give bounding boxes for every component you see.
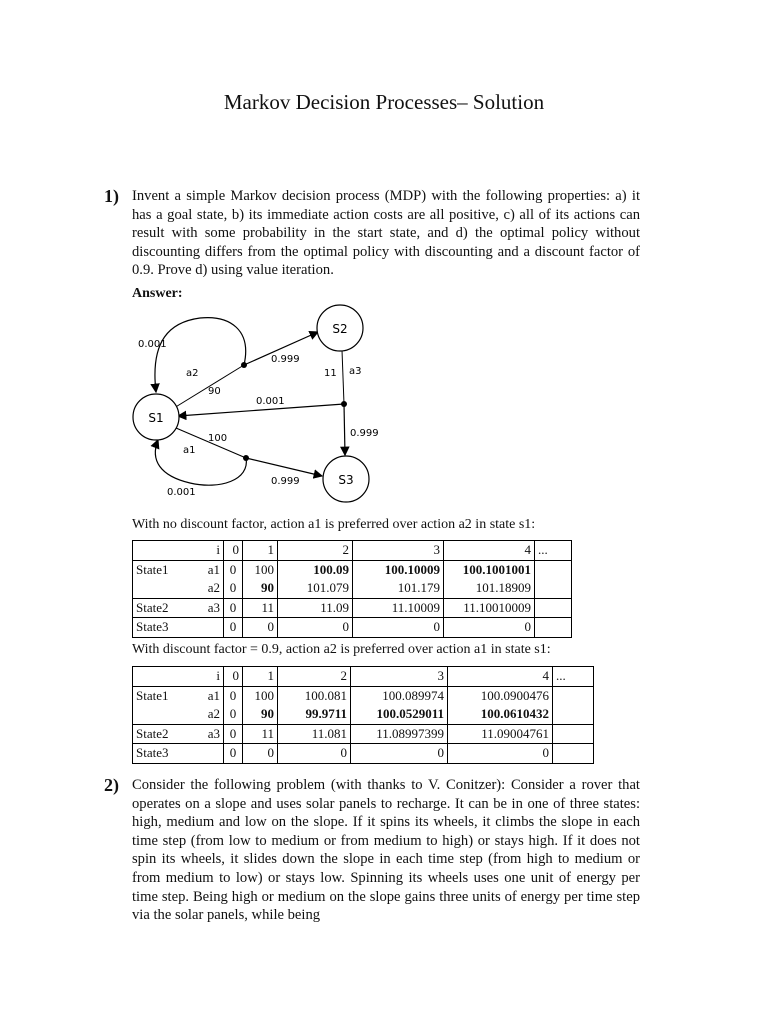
table-header-row <box>133 541 572 561</box>
header-cell: 0 <box>224 541 243 561</box>
action-cell: a2 <box>201 705 224 724</box>
header-cell: i <box>201 667 224 687</box>
value-cell: 11 <box>243 724 278 744</box>
state-cell: State2 <box>133 724 202 744</box>
value-cell: 100 <box>243 560 278 579</box>
value-cell: 100.0900476 <box>448 686 553 705</box>
label-p-a3-back: 0.001 <box>256 396 285 407</box>
junction-a2 <box>241 362 247 368</box>
value-cell: 101.079 <box>278 579 353 598</box>
ellipsis-cell <box>553 744 594 764</box>
answer-label: Answer: <box>132 286 183 301</box>
state-cell <box>133 579 202 598</box>
table-row <box>133 579 572 598</box>
action-cell: a3 <box>201 724 224 744</box>
ellipsis-cell <box>535 598 572 618</box>
table-row <box>133 744 594 764</box>
value-table-no-discount <box>132 540 572 638</box>
label-a3: a3 <box>349 366 362 377</box>
state-cell: State3 <box>133 744 202 764</box>
header-cell: 3 <box>351 667 448 687</box>
ellipsis-cell <box>553 705 594 724</box>
value-cell: 0 <box>243 618 278 638</box>
label-p-a2-back: 0.001 <box>138 339 167 350</box>
edge-a2-back-s1 <box>155 318 246 392</box>
mdp-diagram <box>120 300 400 510</box>
value-cell: 0 <box>351 744 448 764</box>
value-cell: 100.0529011 <box>351 705 448 724</box>
value-cell: 0 <box>278 618 353 638</box>
page-title: Markov Decision Processes– Solution <box>223 90 545 114</box>
value-cell: 0 <box>224 598 243 618</box>
value-cell: 90 <box>243 579 278 598</box>
value-cell: 90 <box>243 705 278 724</box>
state-cell: State1 <box>133 560 202 579</box>
label-p-a1-s3: 0.999 <box>271 476 300 487</box>
label-a2: a2 <box>186 368 199 379</box>
table-row <box>133 618 572 638</box>
ellipsis-cell <box>535 618 572 638</box>
table-row <box>133 686 594 705</box>
ellipsis-cell <box>553 724 594 744</box>
value-cell: 0 <box>448 744 553 764</box>
value-cell: 11 <box>243 598 278 618</box>
ellipsis-cell <box>535 560 572 579</box>
edge-a1-back-s1 <box>155 440 246 485</box>
value-cell: 11.081 <box>278 724 351 744</box>
value-cell: 100.081 <box>278 686 351 705</box>
node-s1-label: S1 <box>148 411 164 425</box>
header-cell: 0 <box>224 667 243 687</box>
ellipsis-cell <box>535 579 572 598</box>
header-cell: 3 <box>353 541 444 561</box>
header-cell: ... <box>535 541 572 561</box>
value-cell: 100.10009 <box>353 560 444 579</box>
label-a1: a1 <box>183 445 196 456</box>
state-cell <box>133 705 202 724</box>
value-cell: 11.09 <box>278 598 353 618</box>
state-cell: State2 <box>133 598 202 618</box>
value-cell: 0 <box>224 686 243 705</box>
value-cell: 100 <box>243 686 278 705</box>
value-cell: 100.0610432 <box>448 705 553 724</box>
action-cell <box>201 744 224 764</box>
value-cell: 0 <box>444 618 535 638</box>
header-cell: 2 <box>278 541 353 561</box>
state-cell: State1 <box>133 686 202 705</box>
edge-a1-s3 <box>246 458 322 476</box>
header-cell: ... <box>553 667 594 687</box>
label-p-a3-s3: 0.999 <box>350 428 379 439</box>
value-cell: 0 <box>224 724 243 744</box>
value-cell: 99.9711 <box>278 705 351 724</box>
value-cell: 0 <box>224 579 243 598</box>
header-cell: i <box>201 541 224 561</box>
question-1-text: Invent a simple Markov decision process (MDP) with the following properties: a) it has a goal state, b) its immediate action costs are all positive, c) all of its actions can result with some probability in the start state, and d) the optimal policy without discounting differs from the optimal policy with discounting and a discount factor of 0.9. Prove d) using value iteration. <box>132 188 640 279</box>
header-cell <box>133 667 202 687</box>
value-cell: 0 <box>224 744 243 764</box>
edge-s2-a3 <box>342 350 344 404</box>
header-cell <box>133 541 202 561</box>
label-p-a2-s2: 0.999 <box>271 354 300 365</box>
label-cost-a2: 90 <box>208 386 221 397</box>
value-cell: 11.10009 <box>353 598 444 618</box>
state-cell: State3 <box>133 618 202 638</box>
value-cell: 0 <box>224 618 243 638</box>
edge-a3-s3 <box>344 404 345 455</box>
action-cell <box>201 618 224 638</box>
value-cell: 100.089974 <box>351 686 448 705</box>
action-cell: a1 <box>201 686 224 705</box>
node-s2-label: S2 <box>332 322 348 336</box>
label-cost-a1: 100 <box>208 433 228 444</box>
table-row <box>133 705 594 724</box>
question-2-text: Consider the following problem (with thanks to V. Conitzer): Consider a rover that operates on a slope and uses solar panels to recharge. It can be in one of three states: high, medium and low on the slope. If it spins its wheels, it climbs the slope in each time step (from low to medium or from medium to high) or stays high. If it does not spin its wheels, it slides down the slope in each time step (from high to medium or from medium to low) or stays low. Spinning its wheels uses one unit of energy per time step. Being high or medium on the slope gains three units of energy per time step via the solar panels, while being <box>132 777 640 924</box>
table-row <box>133 598 572 618</box>
value-cell: 11.09004761 <box>448 724 553 744</box>
label-p-a1-back: 0.001 <box>167 487 196 498</box>
question-2-number: 2) <box>104 775 119 795</box>
header-cell: 4 <box>444 541 535 561</box>
value-cell: 0 <box>224 560 243 579</box>
header-cell: 1 <box>243 667 278 687</box>
node-s3-label: S3 <box>338 473 354 487</box>
table-header-row <box>133 667 594 687</box>
value-cell: 11.08997399 <box>351 724 448 744</box>
value-cell: 100.1001001 <box>444 560 535 579</box>
header-cell: 4 <box>448 667 553 687</box>
question-1-number: 1) <box>104 186 119 206</box>
table-2-caption: With discount factor = 0.9, action a2 is preferred over action a1 in state s1: <box>132 642 551 657</box>
table-row <box>133 560 572 579</box>
value-cell: 100.09 <box>278 560 353 579</box>
action-cell: a2 <box>201 579 224 598</box>
value-cell: 0 <box>224 705 243 724</box>
label-cost-a3: 11 <box>324 368 337 379</box>
value-cell: 11.10010009 <box>444 598 535 618</box>
table-row <box>133 724 594 744</box>
ellipsis-cell <box>553 686 594 705</box>
value-cell: 101.179 <box>353 579 444 598</box>
action-cell: a1 <box>201 560 224 579</box>
value-cell: 0 <box>243 744 278 764</box>
value-cell: 0 <box>353 618 444 638</box>
header-cell: 2 <box>278 667 351 687</box>
action-cell: a3 <box>201 598 224 618</box>
table-1-caption: With no discount factor, action a1 is preferred over action a2 in state s1: <box>132 517 536 532</box>
value-cell: 0 <box>278 744 351 764</box>
value-cell: 101.18909 <box>444 579 535 598</box>
header-cell: 1 <box>243 541 278 561</box>
value-table-discount <box>132 666 594 764</box>
